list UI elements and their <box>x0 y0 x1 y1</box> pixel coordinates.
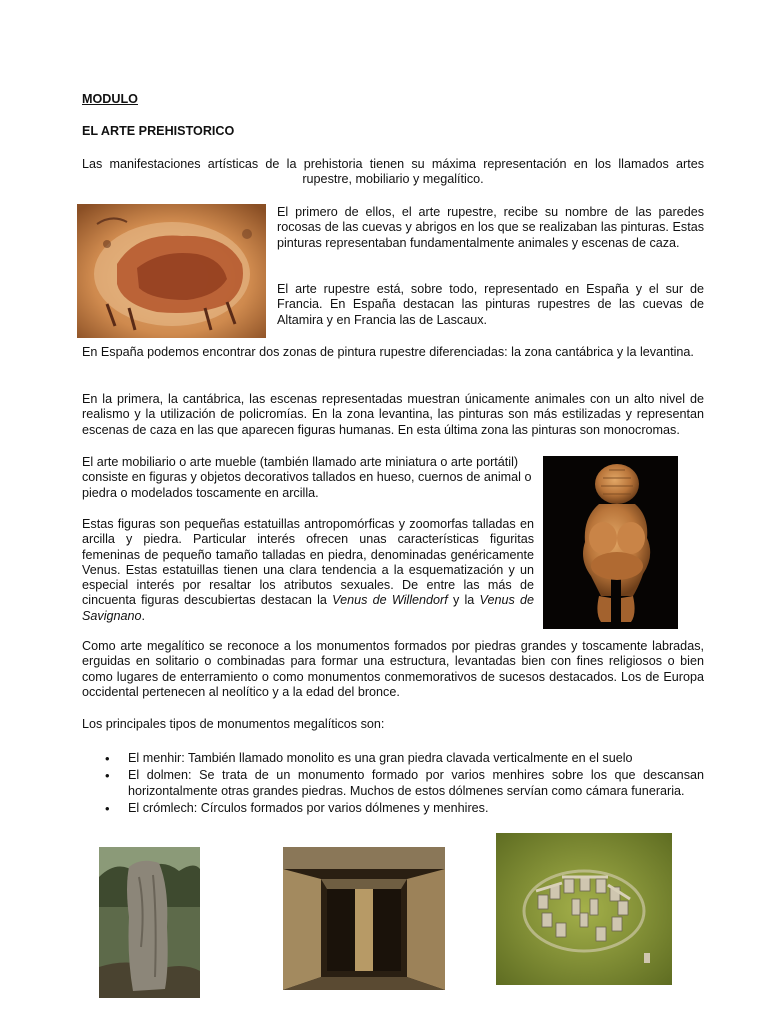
list-item-menhir <box>105 751 704 766</box>
module-heading: MODULO <box>82 92 138 106</box>
menhir-text: El menhir: También llamado monolito es una gran piedra clavada verticalmente en el suelo <box>128 751 633 765</box>
dolmen-text: El dolmen: Se trata de un monumento formado por varios menhires sobre los que descansan horizontalmente otras grandes piedras. Muchos de estos dólmenes servían como cámara funeraria. <box>128 768 704 798</box>
cromlech-image <box>496 833 672 985</box>
dolmen-image <box>283 847 445 990</box>
cave-painting-image <box>77 204 266 338</box>
mobiliario-text-a: Estas figuras son pequeñas estatuillas antropomórficas y zoomorfas talladas en arcilla y piedra. Particular interés ofrecen unas características figuritas femeninas de pequeño tamaño talladas en piedra, denominadas genéricamente Venus. Estas estatuillas tienen una clara tendencia a la esquematización y un especial interés por resaltar los atributos sexuales. De entre las más de cincuenta figuras descubiertas destacan la <box>82 517 534 608</box>
megalitico-paragraph: Como arte megalítico se reconoce a los monumentos formados por piedras grandes y toscamente labradas, erguidas en solitario o combinadas para formar una estructura, levantadas bien con fines religiosos o bien como lugares de enterramiento o como monumentos conmemorativos de sucesos destacados. Los de Europa occidental pertenecen al neolítico y a la edad del bronce. <box>82 639 704 699</box>
page-title: EL ARTE PREHISTORICO <box>82 124 235 138</box>
rupestre-paragraph-1: El primero de ellos, el arte rupestre, recibe su nombre de las paredes rocosas de las cuevas y abrigos en los que se realizaban las pinturas. Estas pinturas representaban fundamentalmente animales y escenas de caza. <box>277 205 704 250</box>
venus-savignano-text: Venus de Savignano <box>82 593 534 623</box>
mobiliario-paragraph-1: El arte mobiliario o arte mueble (también llamado arte miniatura o arte portátil) consiste en figuras y objetos decorativos tallados en hueso, cuernos de animal o piedra o modelados toscamente en arcilla. <box>82 455 532 500</box>
zonas-paragraph: En España podemos encontrar dos zonas de pintura rupestre diferenciadas: la zona cantábrica y la levantina. <box>82 345 694 359</box>
intro-line-2: rupestre, mobiliario y megalítico. <box>302 172 484 187</box>
megalith-types-list <box>105 751 704 816</box>
intro-line-1: Las manifestaciones artísticas de la prehistoria tienen su máxima representación en los llamados artes <box>82 157 704 171</box>
tipos-intro: Los principales tipos de monumentos megalíticos son: <box>82 717 385 731</box>
rupestre-paragraph-2: El arte rupestre está, sobre todo, representado en España y el sur de Francia. En España destacan las pinturas rupestres de las cuevas de Altamira y en Francia las de Lascaux. <box>277 282 704 327</box>
venus-figurine-image <box>543 456 678 629</box>
menhir-image <box>99 847 200 998</box>
list-item-dolmen <box>105 768 704 799</box>
cantabrica-paragraph: En la primera, la cantábrica, las escenas representadas muestran únicamente animales con un alto nivel de realismo y la utilización de policromías. En la zona levantina, las pinturas son más estilizadas y representan escenas de caza en las que aparecen figuras humanas. En esta última zona las pinturas son monocromas. <box>82 392 704 437</box>
intro-paragraph <box>82 157 704 188</box>
mobiliario-text-end: . <box>141 608 146 623</box>
mobiliario-text-mid: y la <box>447 593 480 608</box>
cromlech-text: El crómlech: Círculos formados por varios dólmenes y menhires. <box>128 800 489 815</box>
venus-willendorf-text: Venus de Willendorf <box>332 593 448 608</box>
mobiliario-paragraph-2 <box>82 517 534 624</box>
list-item-cromlech <box>105 801 704 816</box>
